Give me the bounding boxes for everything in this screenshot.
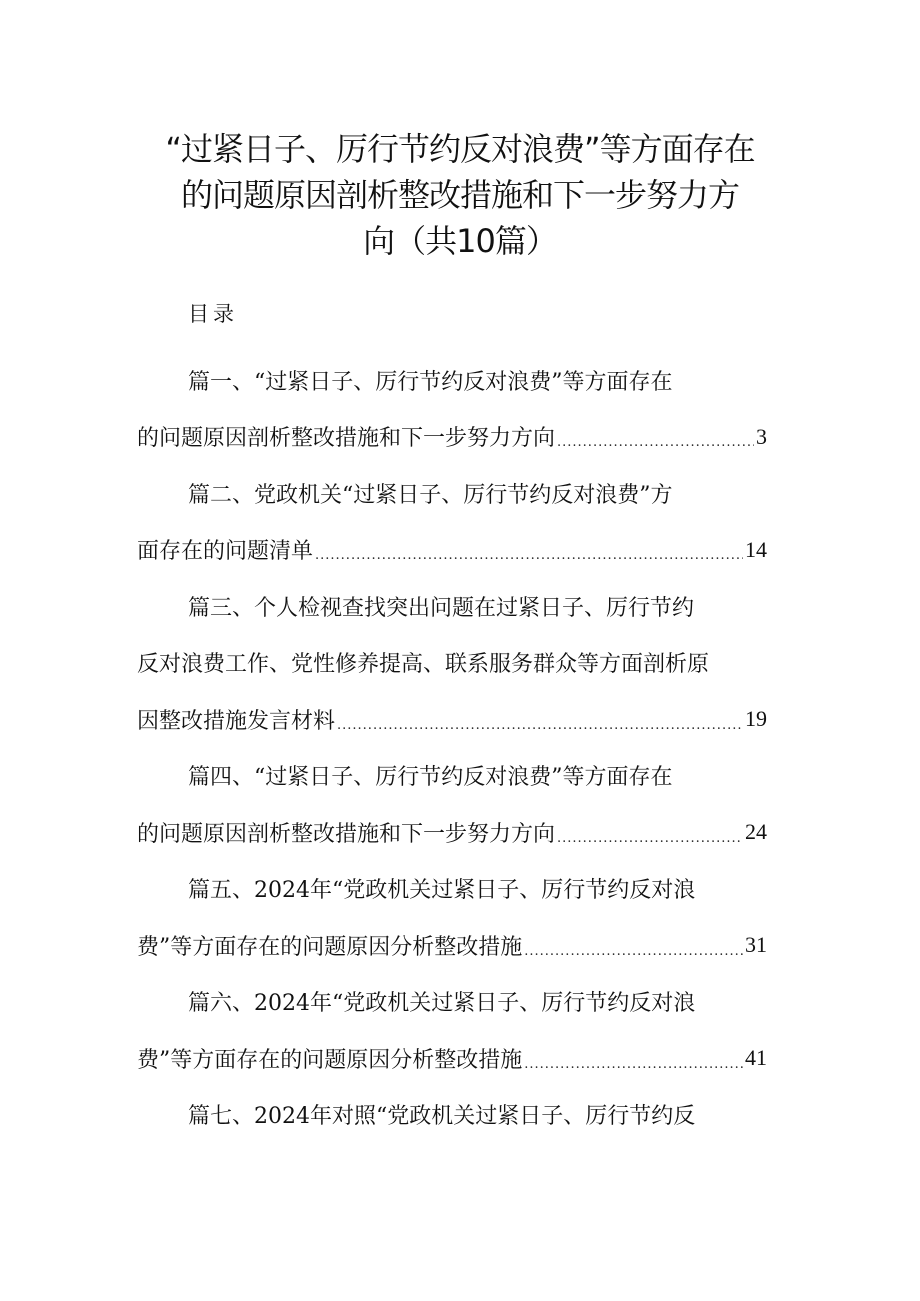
toc-entry-4-line-2[interactable] [137, 804, 767, 861]
page-number: 24 [745, 819, 767, 845]
toc-entry-text: 篇三、个人检视查找突出问题在过紧日子、厉行节约 [188, 595, 695, 621]
toc-entry-4-line-1[interactable] [137, 748, 767, 805]
toc-entry-text: 篇二、党政机关“过紧日子、厉行节约反对浪费”方 [188, 482, 673, 508]
toc-entry-text: 篇七、2024年对照“党政机关过紧日子、厉行节约反 [188, 1104, 696, 1130]
leader-dots [557, 831, 743, 846]
toc-entry-text: 篇一、“过紧日子、厉行节约反对浪费”等方面存在 [188, 369, 673, 395]
toc-entry-text: 费”等方面存在的问题原因分析整改措施 [137, 1047, 523, 1073]
toc-entry-6-line-2[interactable] [137, 1030, 767, 1087]
title-line-3: 向（共10篇） [363, 222, 557, 260]
page-number: 3 [756, 423, 767, 449]
toc-entry-6-line-1[interactable] [137, 974, 767, 1031]
toc-entry-text: 篇五、2024年“党政机关过紧日子、厉行节约反对浪 [188, 878, 696, 904]
toc-entry-3-line-1[interactable] [137, 578, 767, 635]
page-number: 14 [745, 536, 767, 562]
page-number: 41 [745, 1045, 767, 1071]
toc-entry-1-line-2[interactable] [137, 409, 767, 466]
toc-heading: 目录 [188, 302, 238, 326]
toc-entry-3-line-2[interactable] [137, 635, 767, 692]
document-title [130, 126, 790, 264]
leader-dots [315, 548, 743, 563]
page-number: 19 [745, 706, 767, 732]
toc-entry-1-line-1[interactable] [137, 352, 767, 409]
toc-entry-text: 篇六、2024年“党政机关过紧日子、厉行节约反对浪 [188, 991, 696, 1017]
table-of-contents [137, 352, 767, 1143]
toc-entry-3-line-3[interactable] [137, 691, 767, 748]
toc-entry-text: 面存在的问题清单 [137, 539, 314, 565]
toc-entry-text: 的问题原因剖析整改措施和下一步努力方向 [137, 821, 556, 847]
toc-entry-text: 费”等方面存在的问题原因分析整改措施 [137, 934, 523, 960]
leader-dots [337, 718, 743, 733]
toc-entry-text: 因整改措施发言材料 [137, 708, 336, 734]
toc-entry-2-line-1[interactable] [137, 465, 767, 522]
leader-dots [524, 944, 743, 959]
toc-entry-5-line-1[interactable] [137, 861, 767, 918]
leader-dots [524, 1057, 743, 1072]
toc-entry-5-line-2[interactable] [137, 917, 767, 974]
toc-entry-7-line-1[interactable] [137, 1087, 767, 1144]
leader-dots [557, 435, 754, 450]
toc-entry-2-line-2[interactable] [137, 522, 767, 579]
title-line-2: 的问题原因剖析整改措施和下一步努力方 [180, 176, 739, 214]
title-line-1: “过紧日子、厉行节约反对浪费”等方面存在 [165, 130, 755, 168]
toc-entry-text: 篇四、“过紧日子、厉行节约反对浪费”等方面存在 [188, 765, 673, 791]
toc-entry-text: 的问题原因剖析整改措施和下一步努力方向 [137, 426, 556, 452]
page-number: 31 [745, 932, 767, 958]
toc-entry-text: 反对浪费工作、党性修养提高、联系服务群众等方面剖析原 [137, 652, 710, 678]
